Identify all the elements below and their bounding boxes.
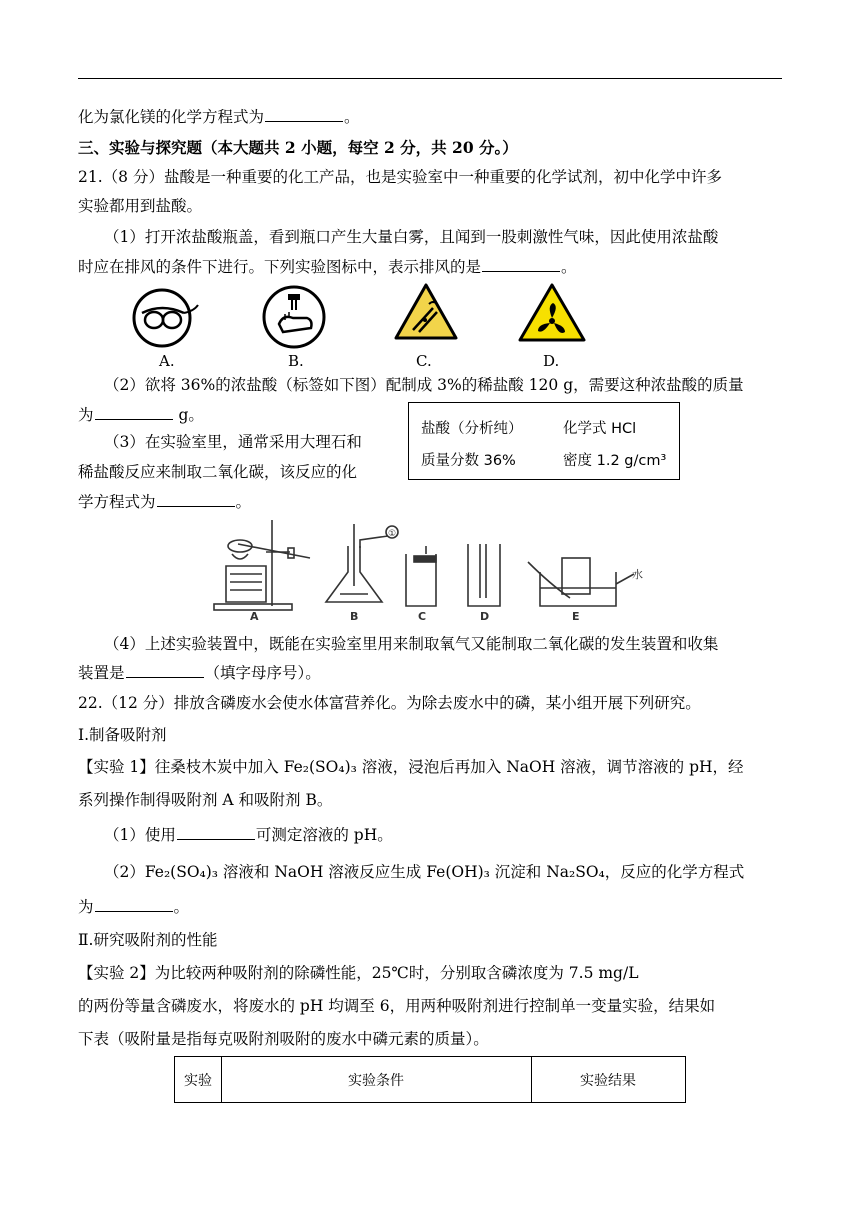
wash-hands-icon <box>261 284 327 350</box>
text-line: （2）Fe₂(SO₄)₃ 溶液和 NaOH 溶液反应生成 Fe(OH)₃ 沉淀和 Na₂SO₄，反应的化学方程式 <box>104 863 745 881</box>
answer-blank[interactable] <box>265 107 343 122</box>
apparatus-figure <box>210 514 650 622</box>
text-line: 时应在排风的条件下进行。下列实验图标中，表示排风的是 。 <box>78 258 577 276</box>
answer-blank[interactable] <box>157 492 235 507</box>
part-heading: Ⅰ.制备吸附剂 <box>78 726 167 744</box>
question-21: 21.（8 分）盐酸是一种重要的化工产品，也是实验室中一种重要的化学试剂，初中化学中许多 <box>78 168 722 186</box>
text-line: 的两份等量含磷废水，将废水的 pH 均调至 6，用两种吸附剂进行控制单一变量实验，结果如 <box>78 997 716 1015</box>
text-line: 系列操作制得吸附剂 A 和吸附剂 B。 <box>78 791 333 809</box>
text-line: 下表（吸附量是指每克吸附剂吸附的废水中磷元素的质量）。 <box>78 1030 489 1048</box>
text-line: （1）使用 可测定溶液的 pH。 <box>104 826 393 844</box>
section-heading: 三、实验与探究题（本大题共 2 小题，每空 2 分，共 20 分。） <box>78 138 518 157</box>
exhaust-fan-icon <box>517 282 587 344</box>
apparatus-label-d: D <box>480 610 490 622</box>
text-line: （4）上述实验装置中，既能在实验室里用来制取氧气又能制取二氧化碳的发生装置和收集 <box>104 635 719 653</box>
answer-blank[interactable] <box>482 257 560 272</box>
marker-1: ① <box>388 529 397 539</box>
question-22: 22.（12 分）排放含磷废水会使水体富营养化。为除去废水中的磷，某小组开展下列研究。 <box>78 694 701 712</box>
text-line: 化为氯化镁的化学方程式为 。 <box>78 108 360 126</box>
apparatus-label-c: C <box>418 610 427 622</box>
table-header: 实验 <box>184 1072 212 1089</box>
apparatus-label-a: A <box>250 610 259 622</box>
table-header: 实验条件 <box>348 1072 404 1089</box>
answer-blank[interactable] <box>177 825 255 840</box>
option-a: A. <box>159 352 175 370</box>
text-line: 为 。 <box>78 898 190 916</box>
text-line: 实验都用到盐酸。 <box>78 197 203 215</box>
apparatus-label-e: E <box>572 610 580 622</box>
goggles-icon <box>132 287 202 349</box>
text-line: （2）欲将 36%的浓盐酸（标签如下图）配制成 3%的稀盐酸 120 g，需要这种浓盐酸的质量 <box>104 376 744 394</box>
answer-blank[interactable] <box>95 405 173 420</box>
text-line: 【实验 1】往桑枝木炭中加入 Fe₂(SO₄)₃ 溶液，浸泡后再加入 NaOH 溶液，调节溶液的 pH，经 <box>78 758 744 776</box>
text-line: 学方程式为 。 <box>78 493 252 511</box>
answer-blank[interactable] <box>95 897 173 912</box>
option-d: D. <box>543 352 560 370</box>
text-line: （3）在实验室里，通常采用大理石和 <box>104 433 362 451</box>
text-line: 为 g。 <box>78 406 204 424</box>
answer-blank[interactable] <box>126 663 204 678</box>
text-line: 【实验 2】为比较两种吸附剂的除磷性能，25℃时，分别取含磷浓度为 7.5 mg/L <box>78 964 639 982</box>
text-line: 稀盐酸反应来制取二氧化碳，该反应的化 <box>78 463 358 481</box>
reagent-label: 盐酸（分析纯） 化学式 HCl 质量分数 36% 密度 1.2 g/cm³ <box>408 402 680 480</box>
table-header: 实验结果 <box>580 1072 636 1089</box>
text-line: （1）打开浓盐酸瓶盖，看到瓶口产生大量白雾，且闻到一股刺激性气味，因此使用浓盐酸 <box>104 228 719 246</box>
results-table <box>174 1056 686 1103</box>
water-label: 水 <box>632 568 643 581</box>
header-rule <box>78 78 782 79</box>
hot-surface-icon <box>393 282 459 342</box>
option-b: B. <box>288 352 304 370</box>
option-c: C. <box>416 352 432 370</box>
text-line: 装置是 （填字母序号）。 <box>78 664 321 682</box>
part-heading: Ⅱ.研究吸附剂的性能 <box>78 931 218 949</box>
apparatus-label-b: B <box>350 610 359 622</box>
